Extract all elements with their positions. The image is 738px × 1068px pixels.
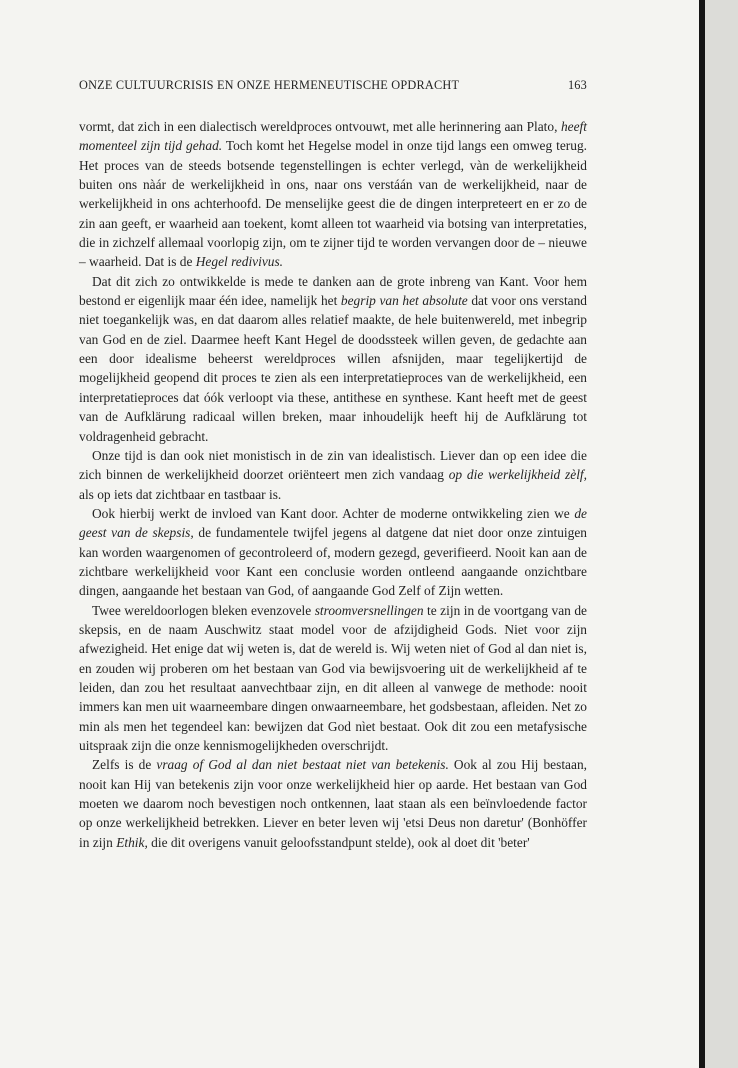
text-run: Toch komt het Hegelse model in onze tijd langs een omweg terug. Het proces van de steeds botsende tegenstellingen is echter verlegd, vàn de werkelijkheid buiten ons nàár de werkelijkheid ìn ons, naar ons verstáán van de werkelijkheid, naar de werkelijkheid in ons achterhoofd. De menselijke geest die de dingen interpreteert en er zo de zin aan geeft, er waarheid aan toekent, komt alleen tot waarheid via botsing van interpretaties, die in zichzelf allemaal voorlopig zijn, om te zijner tijd te worden vervangen door de – nieuwe – waarheid. Dat is de	[79, 138, 587, 270]
italic-text: begrip van het absolute	[340, 293, 468, 309]
italic-text: de geest van de skepsis,	[79, 505, 587, 541]
italic-text: heeft momenteel zijn tijd gehad.	[79, 119, 587, 154]
italic-text: op die werkelijkheid zèlf,	[448, 467, 587, 483]
paragraph-4	[79, 504, 587, 601]
italic-text: stroomversnellingen	[314, 602, 424, 618]
text-run: dat voor ons verstand niet toegankelijk was, en dat daarom alles relatief maakte, de hele buitenwereld, met inbegrip van God en de ziel. Daarmee heeft Kant Hegel de doodssteek willen geven, de gedachte aan een door idealisme beheerst wereldproces willen afsnijden, maar tegelijkertijd de mogelijkheid geopend dit proces te zien als een interpretatieproces van de werkelijkheid, een interpretatieproces dat óók verloopt via these, antithese en synthese. Kant heeft met de geest van de Aufklärung radicaal willen breken, maar inhoudelijk heeft hij de Aufklärung tot voldragenheid gebracht.	[79, 293, 587, 444]
running-header-title: ONZE CULTUURCRISIS EN ONZE HERMENEUTISCHE OPDRACHT	[79, 78, 460, 92]
running-header	[79, 78, 587, 93]
paragraph-1	[79, 117, 587, 272]
italic-text: vraag of God al dan niet bestaat niet van betekenis.	[156, 757, 449, 773]
text-run: Ook al zou Hij bestaan, nooit kan Hij van betekenis zijn voor onze werkelijkheid hier op aarde. Het bestaan van God moeten we daarom noch bevestigen noch ontkennen, laat staan als een beïnvloedende factor op onze werkelijkheid betrekken. Liever en beter leven wij 'etsi Deus non daretur' (Bonhöffer in zijn	[79, 757, 587, 850]
text-run: vormt, dat zich in een dialectisch wereldproces ontvouwt, met alle herinnering aan Plato,	[79, 119, 561, 134]
text-run: als op iets dat zichtbaar en tastbaar is.	[79, 486, 282, 502]
paragraph-6	[79, 755, 587, 852]
text-run: Zelfs is de	[92, 757, 157, 773]
page-number: 163	[567, 78, 587, 92]
text-run: Ook hierbij werkt de invloed van Kant door. Achter de moderne ontwikkeling zien we	[92, 505, 575, 521]
text-run: Dat dit zich zo ontwikkelde is mede te danken aan de grote inbreng van Kant. Voor hem bestond er eigenlijk maar één idee, namelijk het	[79, 273, 587, 309]
paragraph-2	[79, 272, 587, 446]
text-run: Onze tijd is dan ook niet monistisch in de zin van idealistisch. Liever dan op een idee die zich binnen de werkelijkheid doorzet oriënteert men zich vandaag	[79, 447, 587, 483]
italic-text: Ethik,	[116, 834, 148, 850]
text-run: te zijn in de voortgang van de skepsis, en de naam Auschwitz staat model voor de afzijdigheid Gods. Niet voor zijn afwezigheid. Het enige dat wij weten is, dat de wereld is. Wij weten niet of God al dan niet is, en zouden wij proberen om het bestaan van God via bewijsvoering uit de werkelijkheid af te leiden, dan zou het resultaat aanvechtbaar zijn, en dit alleen al vanwege de methode: nooit immers kan men uit waarneembare dingen onwaarneembare, het godsbestaan, afleiden. Net zo min als men het tegendeel kan: bewijzen dat God nìet bestaat. Ook dit zou een metafysische uitspraak zijn die onze kennismogelijkheden overschrijdt.	[79, 602, 588, 753]
paragraph-5	[79, 601, 587, 756]
scan-margin	[705, 0, 738, 1068]
text-run: Twee wereldoorlogen bleken evenzovele	[92, 602, 315, 618]
paragraph-3	[79, 446, 587, 504]
text-run: die dit overigens vanuit geloofsstandpunt stelde), ook al doet dit 'beter'	[147, 834, 530, 850]
italic-text: Hegel redivivus.	[195, 254, 284, 270]
text-run: de fundamentele twijfel jegens al datgene dat niet door onze zintuigen kan worden waargenomen of gecontroleerd of, modern gezegd, geverifieerd. Nooit kan aan de zichtbare werkelijkheid voor Kant een conclusie worden ontleend aangaande onzichtbare dingen, aangaande het bestaan van God, of aangaande God Zelf of Zijn wetten.	[79, 525, 587, 599]
body-text	[79, 117, 587, 852]
